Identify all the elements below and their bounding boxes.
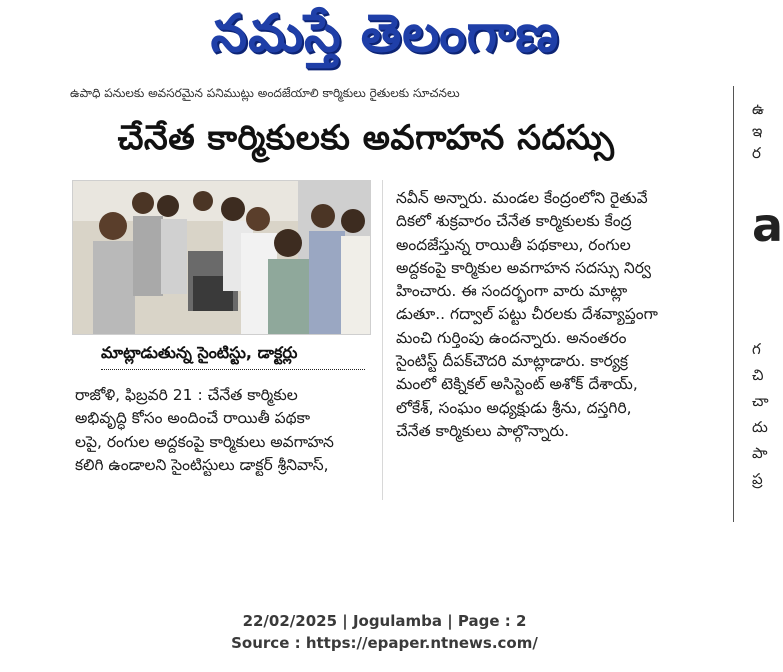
body-line: దికలో శుక్రవారం చేనేత కార్మికులకు కేంద్ర [396,212,632,231]
photo-caption: మాట్లాడుతున్న సైంటిస్టు, డాక్టర్లు [101,343,298,362]
column-divider [382,180,383,500]
body-line: లపై, రంగుల అద్దకంపై కార్మికులు అవగాహన [75,432,334,451]
article-column-right [396,187,708,443]
footer-source-line: Source : https://epaper.ntnews.com/ [231,634,538,652]
body-line: అద్దకంపై కార్మికుల అవగాహన సదస్సు నిర్వ [396,258,652,277]
caption-underline [101,369,365,370]
body-line: సైంటిస్ట్ దీపక్‌చౌదరి మాట్లాడారు. కార్యక్ర [396,352,629,371]
workshop-photo-illustration [73,181,370,334]
adjacent-line: ఉ [752,100,764,118]
article-headline: చేనేత కార్మికులకు అవగాహన సదస్సు [117,118,615,158]
adjacent-line: చి [752,366,764,384]
article-photo [72,180,371,335]
body-line: డుతూ.. గద్వాల్ పట్టు చీరలకు దేశవ్యాప్తంగా [396,305,658,324]
adjacent-line: గ [752,340,761,358]
body-line: కలిగి ఉండాలని సైంటిస్టులు డాక్టర్ శ్రీనివాస్, [75,455,329,474]
previous-article-text: ఉపాధి పనులకు అవసరమైన పనిముట్లు అందజేయాలి కార్మికులు రైతులకు సూచనలు [70,86,460,100]
newspaper-title: నమస్తే తెలంగాణ [210,3,560,64]
page-column-rule [733,86,734,522]
adjacent-line: ఇ [752,122,763,140]
body-line: రాజోళి, ఫిబ్రవరి 21 : చేనేత కార్మికుల [75,386,298,404]
adjacent-line: ప్ర [752,470,763,488]
adjacent-line: దు [752,418,768,436]
adjacent-headline-glyph: a [752,198,783,252]
body-line: హించారు. ఈ సందర్భంగా వారు మాట్లా [396,282,628,301]
previous-article-strip [70,86,660,102]
adjacent-line: ర [752,144,761,162]
adjacent-article-top [752,98,782,164]
adjacent-line: పా [752,444,768,462]
body-line: మంలో టెక్నికల్ అసిస్టెంట్ అశోక్ దేశాయ్, [396,375,638,394]
body-line: లోకేశ్, సంఘం అధ్యక్షుడు శ్రీను, దస్తగిరి, [396,398,632,417]
article-column-left [75,384,371,477]
body-line: చేనేత కార్మికులు పాల్గొన్నారు. [396,421,570,440]
body-line: నవీన్ అన్నారు. మండల కేంద్రంలోని రైతువే [396,189,648,207]
body-line: మంచి గుర్తింపు ఉందన్నారు. అనంతరం [396,328,627,347]
body-line: అందజేస్తున్న రాయితీ పథకాలు, రంగుల [396,235,631,254]
footer-date-line: 22/02/2025 | Jogulamba | Page : 2 [242,612,527,630]
masthead [180,4,590,76]
adjacent-article-body [752,336,782,492]
adjacent-line: చా [752,392,769,410]
body-line: అభివృద్ధి కోసం అందించే రాయితీ పథకా [75,409,311,428]
